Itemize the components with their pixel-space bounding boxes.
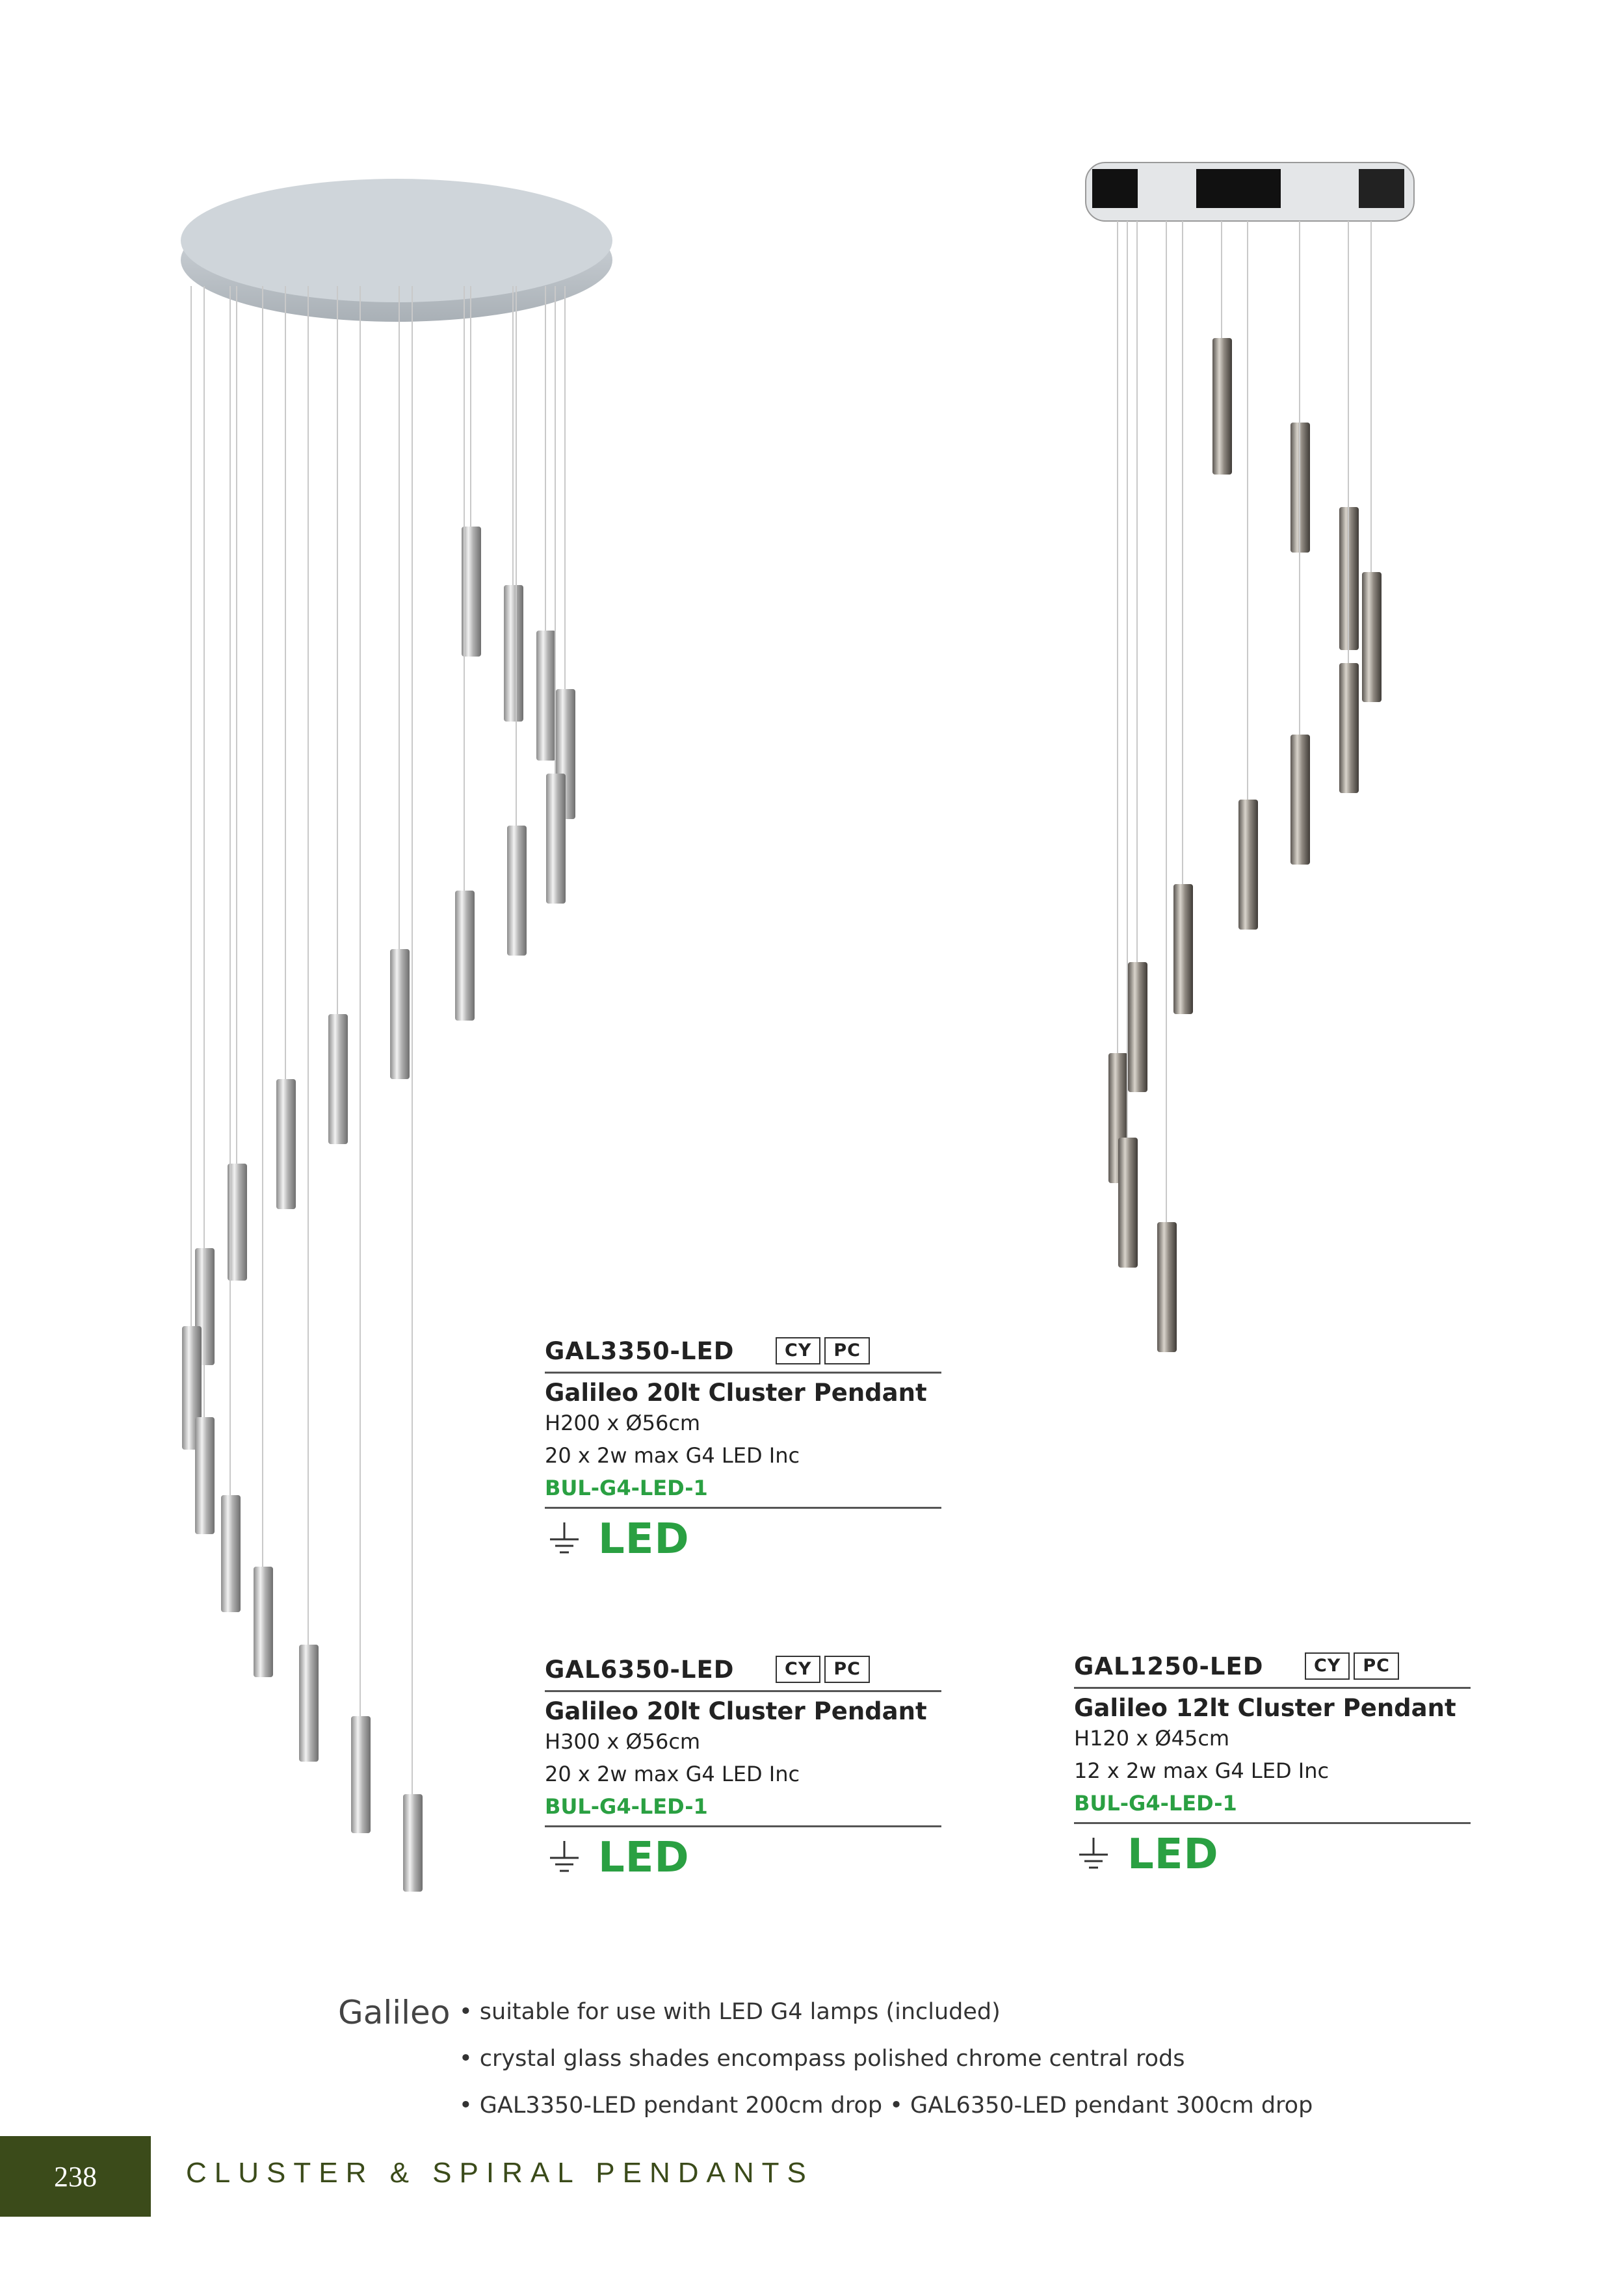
- product-name: Galileo 20lt Cluster Pendant: [545, 1379, 927, 1407]
- divider: [545, 1507, 941, 1509]
- product-dimensions: H120 x Ø45cm: [1074, 1726, 1230, 1751]
- divider: [1074, 1687, 1471, 1689]
- earth-ground-icon: [1074, 1835, 1113, 1874]
- product-name: Galileo 20lt Cluster Pendant: [545, 1697, 927, 1725]
- crystal-shade: [1290, 735, 1310, 865]
- feature-line: • crystal glass shades encompass polished chrome central rods: [459, 2046, 1185, 2072]
- feature-line: • GAL3350-LED pendant 200cm drop • GAL6350-LED pendant 300cm drop: [459, 2093, 1313, 2119]
- range-title: Galileo: [338, 1994, 451, 2031]
- finish-badge-cy: CY: [776, 1656, 820, 1683]
- crystal-shade: [536, 631, 556, 761]
- crystal-shade: [195, 1417, 215, 1534]
- crystal-shade: [254, 1567, 273, 1677]
- page-number: 238: [54, 2160, 97, 2193]
- divider: [545, 1825, 941, 1827]
- crystal-shade: [390, 949, 410, 1079]
- product-code: GAL6350-LED: [545, 1655, 735, 1684]
- finish-badge-cy: CY: [776, 1337, 820, 1364]
- bulb-code: BUL-G4-LED-1: [545, 1476, 708, 1500]
- divider: [545, 1372, 941, 1374]
- crystal-shade: [1118, 1138, 1138, 1268]
- earth-ground-icon: [545, 1838, 584, 1877]
- product-lamps: 12 x 2w max G4 LED Inc: [1074, 1758, 1329, 1783]
- product-gal3350: [545, 1333, 941, 1563]
- product-gal6350: [545, 1651, 941, 1882]
- led-label: LED: [598, 1834, 690, 1882]
- galileo-20lt-pendant-image: [156, 156, 637, 1898]
- crystal-shade: [299, 1645, 319, 1762]
- finish-badge-pc: PC: [824, 1656, 870, 1683]
- product-code: GAL3350-LED: [545, 1337, 735, 1365]
- crystal-shade: [351, 1716, 371, 1833]
- crystal-shade: [221, 1495, 241, 1612]
- crystal-shade: [546, 774, 566, 904]
- crystal-shade: [1238, 800, 1258, 930]
- divider: [1074, 1822, 1471, 1824]
- crystal-shade: [1212, 338, 1232, 475]
- crystal-shade: [1339, 663, 1359, 793]
- feature-line: • suitable for use with LED G4 lamps (included): [459, 1999, 1001, 2025]
- divider: [545, 1690, 941, 1692]
- galileo-12lt-pendant-image: [1066, 156, 1430, 1378]
- bulb-code: BUL-G4-LED-1: [545, 1794, 708, 1819]
- crystal-shade: [403, 1794, 423, 1892]
- section-title: CLUSTER & SPIRAL PENDANTS: [186, 2157, 814, 2189]
- led-label: LED: [598, 1515, 690, 1563]
- finish-badge-cy: CY: [1305, 1652, 1350, 1680]
- led-label: LED: [1127, 1831, 1219, 1879]
- crystal-shade: [1362, 572, 1382, 702]
- product-code: GAL1250-LED: [1074, 1652, 1264, 1680]
- earth-ground-icon: [545, 1520, 584, 1559]
- product-lamps: 20 x 2w max G4 LED Inc: [545, 1443, 800, 1468]
- product-dimensions: H300 x Ø56cm: [545, 1729, 701, 1754]
- crystal-shade: [455, 891, 475, 1021]
- bulb-code: BUL-G4-LED-1: [1074, 1791, 1237, 1816]
- crystal-shade: [504, 585, 523, 722]
- product-dimensions: H200 x Ø56cm: [545, 1411, 701, 1435]
- product-gal1250: [1074, 1648, 1471, 1879]
- crystal-shade: [1173, 884, 1193, 1014]
- crystal-shade: [276, 1079, 296, 1209]
- finish-badge-pc: PC: [824, 1337, 870, 1364]
- crystal-shade: [507, 826, 527, 956]
- crystal-shade: [1128, 962, 1147, 1092]
- product-lamps: 20 x 2w max G4 LED Inc: [545, 1762, 800, 1786]
- crystal-shade: [1157, 1222, 1177, 1352]
- crystal-shade: [328, 1014, 348, 1144]
- finish-badge-pc: PC: [1354, 1652, 1399, 1680]
- product-name: Galileo 12lt Cluster Pendant: [1074, 1694, 1456, 1722]
